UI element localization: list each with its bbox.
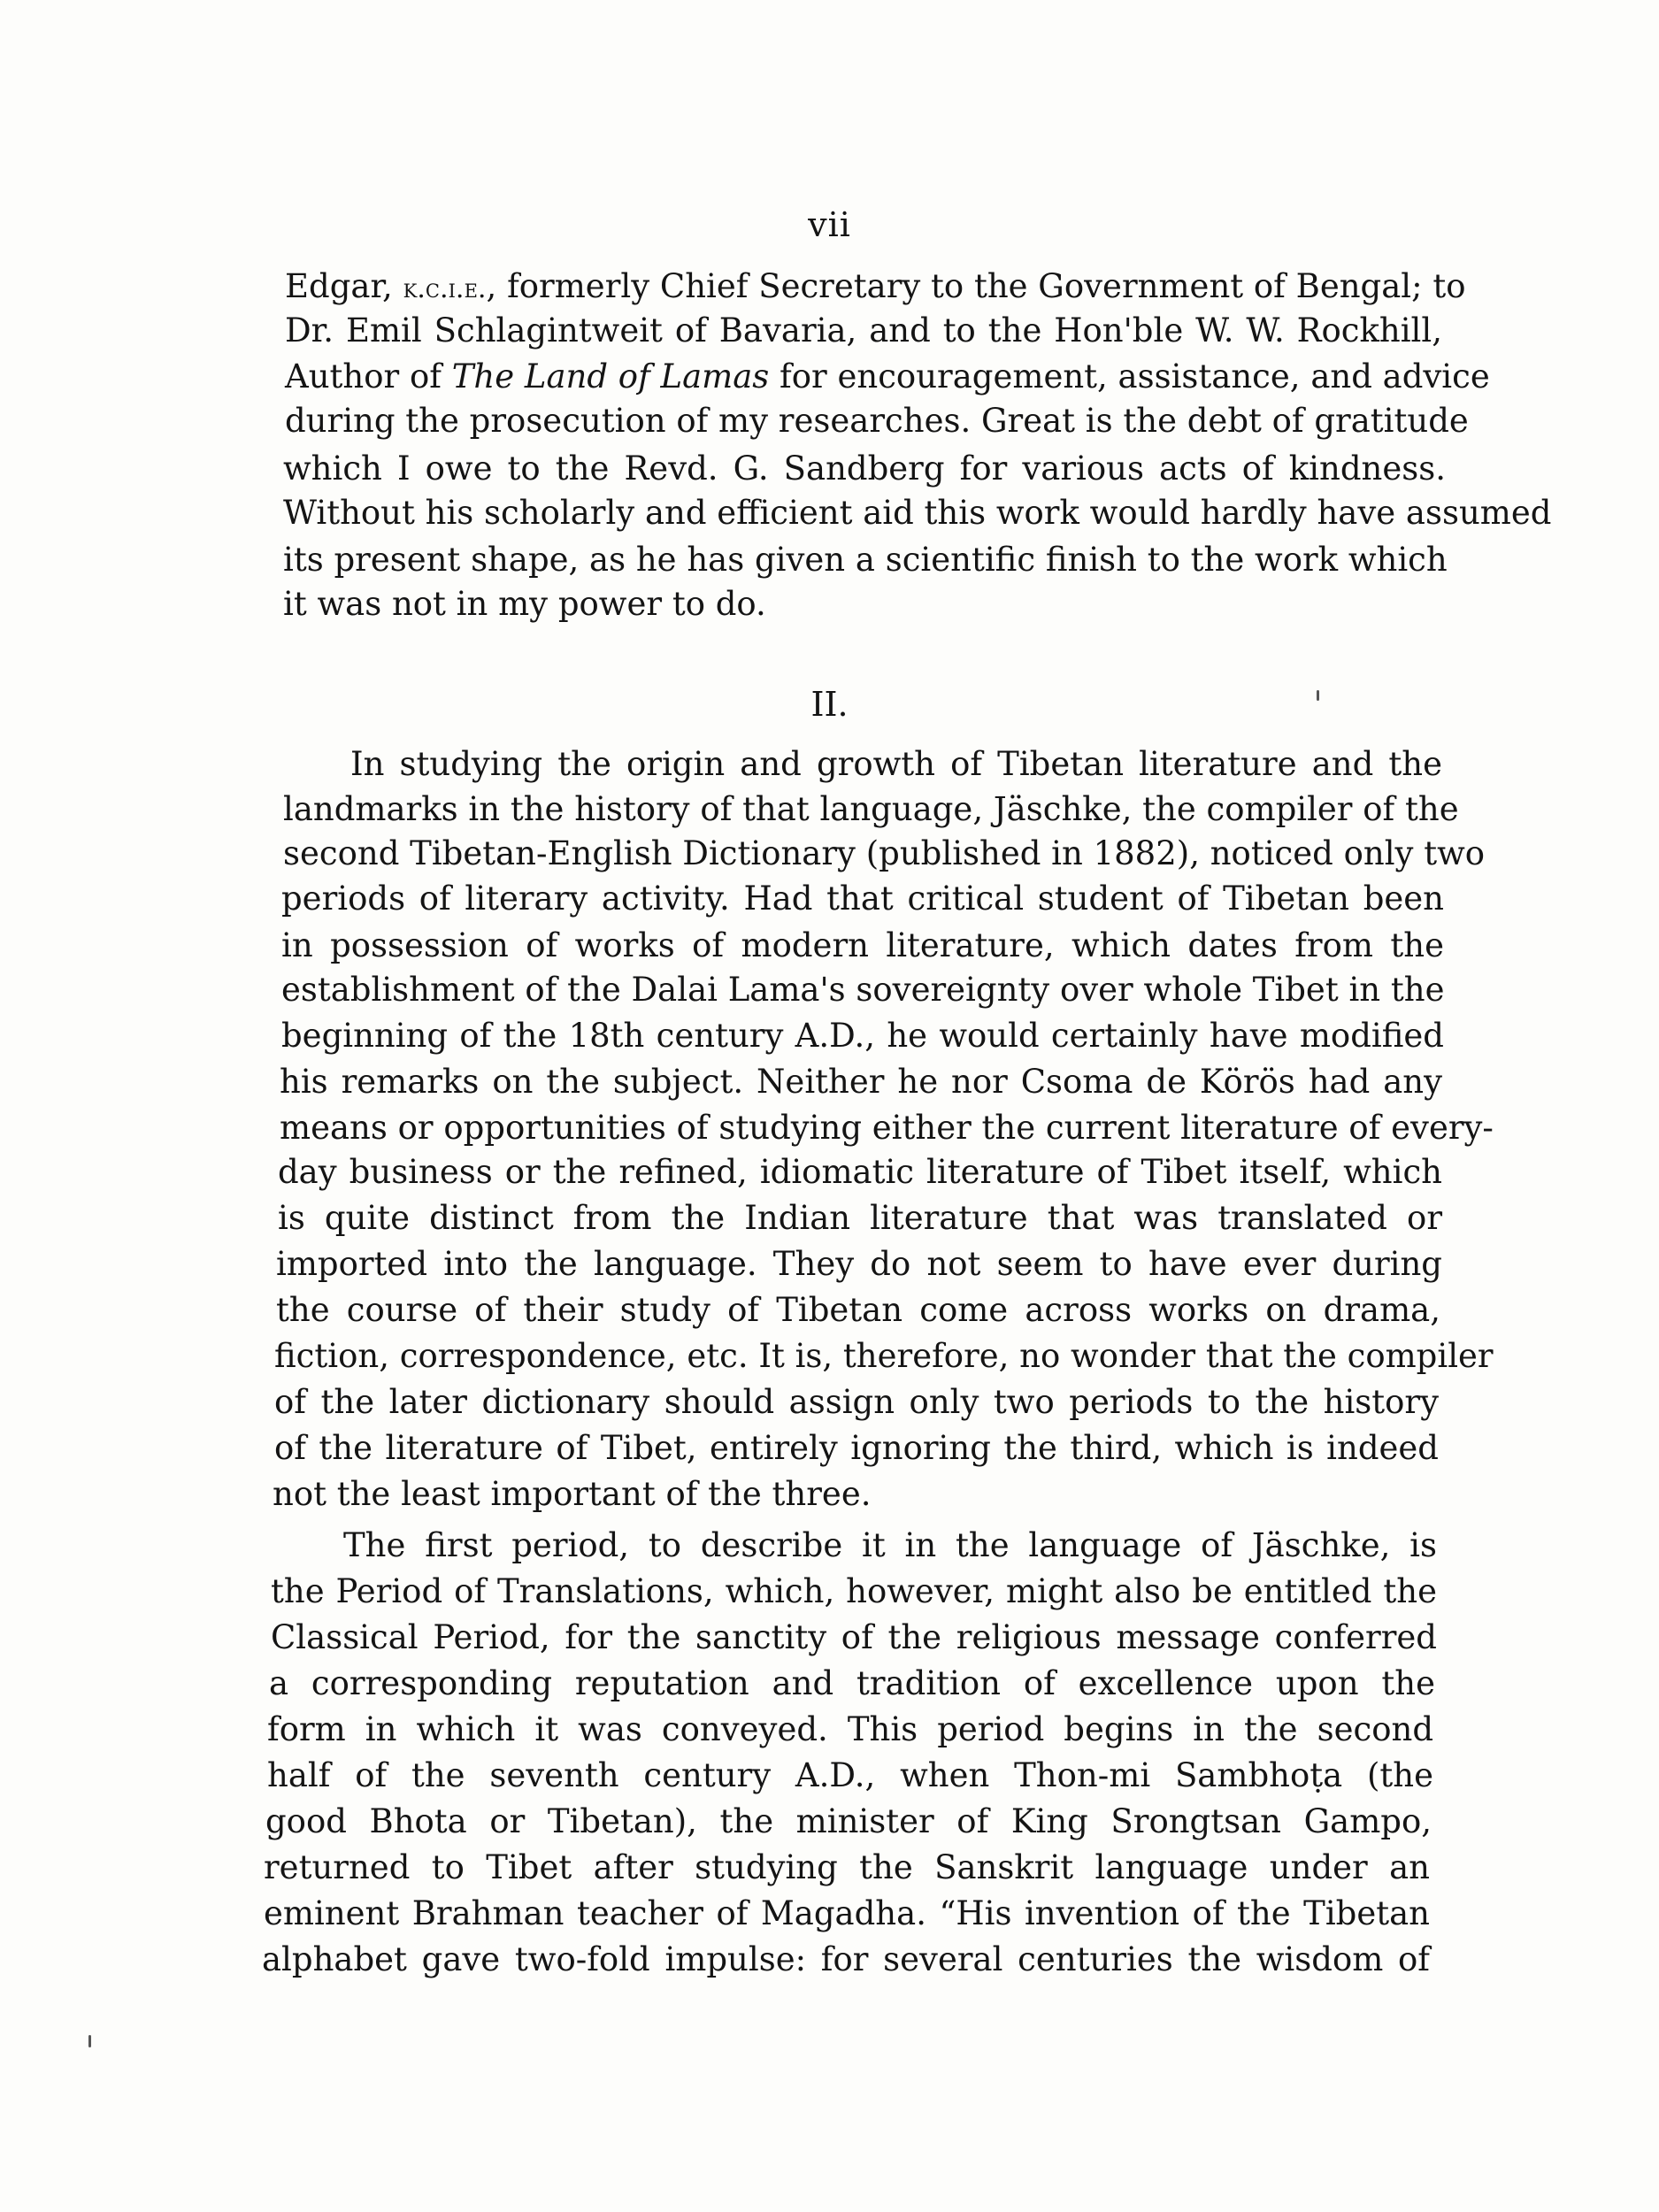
- text-line: Without his scholarly and efficient aid this work would hardly have assumed: [283, 494, 1552, 532]
- text-line: alphabet gave two-fold impulse: for several centuries the wisdom of: [262, 1940, 1430, 1978]
- text-line: The first period, to describe it in the language of Jäschke, is: [343, 1526, 1437, 1564]
- text-line: form in which it was conveyed. This period begins in the second: [267, 1710, 1433, 1748]
- text-line: during the prosecution of my researches. Great is the debt of gratitude: [285, 402, 1469, 440]
- text-line: its present shape, as he has given a scientific finish to the work which: [283, 541, 1448, 579]
- text-line: half of the seventh century A.D., when Thon-mi Sambhoṭa (the: [267, 1756, 1433, 1794]
- text-line: not the least important of the three.: [273, 1475, 872, 1513]
- text-line: the Period of Translations, which, however, might also be entitled the: [271, 1572, 1437, 1610]
- page-number: vii: [808, 205, 851, 244]
- text-run: Author of: [285, 357, 452, 396]
- scan-speck: [1317, 690, 1319, 701]
- text-line: which I owe to the Revd. G. Sandberg for various acts of kindness.: [283, 449, 1446, 488]
- text-line: In studying the origin and growth of Tibetan literature and the: [350, 745, 1442, 783]
- text-line: periods of literary activity. Had that critical student of Tibetan been: [281, 879, 1444, 918]
- text-line: imported into the language. They do not seem to have ever during: [276, 1245, 1442, 1283]
- text-line: means or opportunities of studying either the current literature of every-: [280, 1109, 1494, 1147]
- text-line: beginning of the 18th century A.D., he would certainly have modified: [281, 1017, 1444, 1055]
- text-line: a corresponding reputation and tradition of excellence upon the: [269, 1664, 1435, 1702]
- text-line: establishment of the Dalai Lama's sovereignty over whole Tibet in the: [281, 971, 1445, 1009]
- text-line: [285, 267, 1466, 305]
- text-line: of the literature of Tibet, entirely ignoring the third, which is indeed: [274, 1429, 1439, 1467]
- text-line: [285, 357, 1490, 396]
- section-heading: II.: [810, 685, 849, 724]
- text-line: it was not in my power to do.: [283, 585, 766, 623]
- text-line: second Tibetan-English Dictionary (published in 1882), noticed only two: [283, 834, 1486, 872]
- text-run: Edgar,: [285, 267, 403, 305]
- text-line: is quite distinct from the Indian literature that was translated or: [278, 1199, 1442, 1237]
- text-line: the course of their study of Tibetan come across works on drama,: [276, 1291, 1440, 1329]
- text-line: Dr. Emil Schlagintweit of Bavaria, and to the Hon'ble W. W. Rockhill,: [285, 311, 1442, 349]
- scan-speck: [88, 2035, 91, 2047]
- text-line: returned to Tibet after studying the Sanskrit language under an: [264, 1848, 1430, 1886]
- text-line: his remarks on the subject. Neither he nor Csoma de Körös had any: [280, 1063, 1442, 1101]
- text-line: eminent Brahman teacher of Magadha. “His invention of the Tibetan: [264, 1894, 1430, 1932]
- text-line: of the later dictionary should assign only two periods to the history: [274, 1383, 1439, 1421]
- text-line: Classical Period, for the sanctity of the religious message conferred: [271, 1618, 1437, 1656]
- text-line: fiction, correspondence, etc. It is, therefore, no wonder that the compiler: [274, 1337, 1494, 1375]
- text-run: for encouragement, assistance, and advice: [769, 357, 1490, 396]
- honorific-abbreviation: k.c.i.e.: [403, 273, 487, 304]
- text-line: day business or the refined, idiomatic literature of Tibet itself, which: [278, 1153, 1442, 1191]
- text-line: good Bhota or Tibetan), the minister of King Srongtsan Gampo,: [265, 1802, 1432, 1840]
- book-title: The Land of Lamas: [451, 357, 770, 396]
- text-line: in possession of works of modern literature, which dates from the: [281, 926, 1444, 964]
- text-line: landmarks in the history of that language, Jäschke, the compiler of the: [283, 790, 1459, 828]
- text-run: , formerly Chief Secretary to the Government of Bengal; to: [486, 267, 1466, 305]
